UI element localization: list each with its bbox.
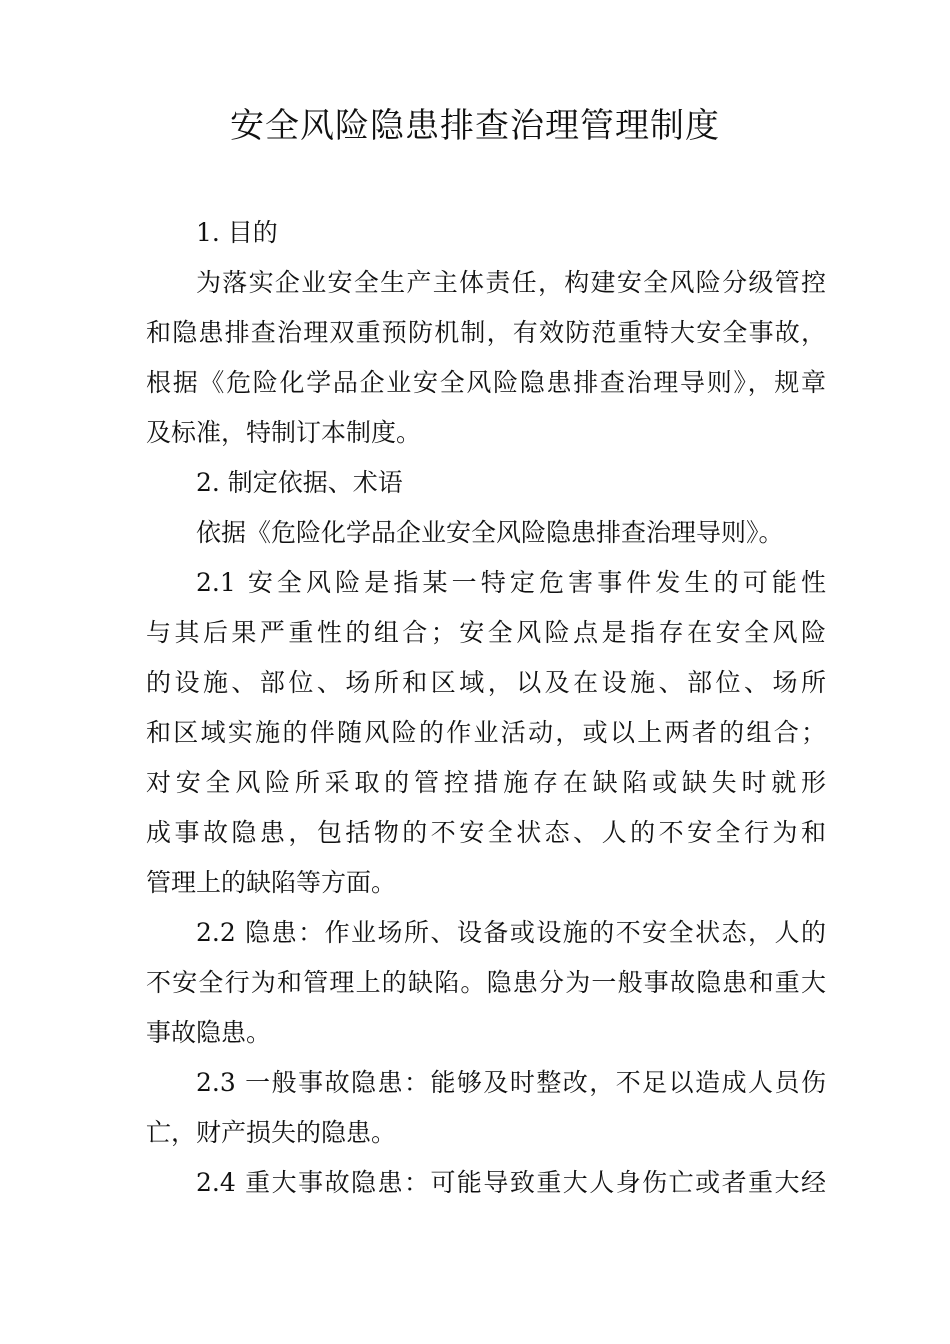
paragraph-line: 为落实企业安全生产主体责任，构建安全风险分级管控 bbox=[196, 268, 826, 297]
document-title: 安全风险隐患排查治理管理制度 bbox=[230, 106, 720, 146]
paragraph-line: 依据《危险化学品企业安全风险隐患排查治理导则》。 bbox=[196, 518, 784, 547]
paragraph-line: 2.4 重大事故隐患：可能导致重大人身伤亡或者重大经 bbox=[196, 1168, 826, 1197]
paragraph-line: 成事故隐患，包括物的不安全状态、人的不安全行为和 bbox=[146, 818, 826, 847]
paragraph-line: 和隐患排查治理双重预防机制，有效防范重特大安全事故， bbox=[146, 318, 826, 347]
paragraph-line: 不安全行为和管理上的缺陷。隐患分为一般事故隐患和重大 bbox=[146, 968, 826, 997]
paragraph-line: 与其后果严重性的组合；安全风险点是指存在安全风险 bbox=[146, 618, 826, 647]
paragraph-line: 和区域实施的伴随风险的作业活动，或以上两者的组合； bbox=[146, 718, 826, 747]
paragraph-line: 2.1 安全风险是指某一特定危害事件发生的可能性 bbox=[196, 568, 826, 597]
paragraph-line: 管理上的缺陷等方面。 bbox=[146, 868, 397, 897]
paragraph-line: 亡，财产损失的隐患。 bbox=[146, 1118, 397, 1147]
paragraph-line: 2.3 一般事故隐患：能够及时整改，不足以造成人员伤 bbox=[196, 1068, 826, 1097]
paragraph-line: 对安全风险所采取的管控措施存在缺陷或缺失时就形 bbox=[146, 768, 826, 797]
paragraph-line: 根据《危险化学品企业安全风险隐患排查治理导则》，规章 bbox=[146, 368, 826, 397]
section-heading-1: 1. 目的 bbox=[196, 218, 278, 247]
paragraph-line: 及标准，特制订本制度。 bbox=[146, 418, 422, 447]
paragraph-line: 的设施、部位、场所和区域，以及在设施、部位、场所 bbox=[146, 668, 826, 697]
paragraph-line: 2.2 隐患：作业场所、设备或设施的不安全状态，人的 bbox=[196, 918, 826, 947]
paragraph-line: 事故隐患。 bbox=[146, 1018, 272, 1047]
section-heading-2: 2. 制定依据、术语 bbox=[196, 468, 403, 497]
